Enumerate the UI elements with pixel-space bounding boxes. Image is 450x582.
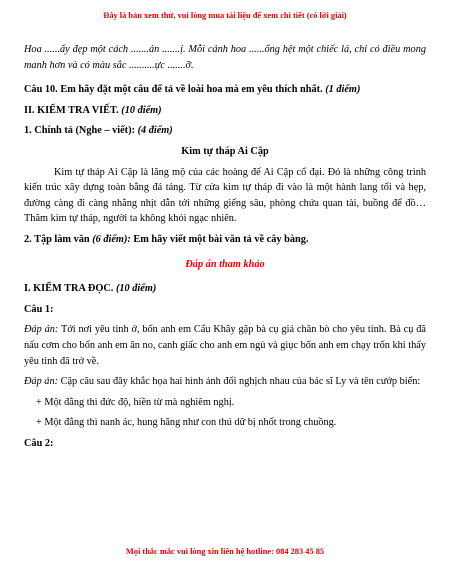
document-body xyxy=(24,42,426,451)
passage-text: Kim tự tháp Ai Cập là lăng mộ của các hoàng đế Ai Cập cổ đại. Đó là những công trình kiến trúc xây dựng toàn bằng đá tảng. Từ cửa kim tự tháp đi vào là một hành lang tối và hẹp, đường càng đi càng nhằng nhịt dẫn tới những giếng sâu, phòng chứa quan tài, buồng để đồ… Thăm kim tự tháp, người ta không khỏi ngạc nhiên. xyxy=(24,166,426,225)
composition-task: Em hãy viết một bài văn tả về cây bàng. xyxy=(133,233,309,245)
section-reading-points: (10 điểm) xyxy=(115,283,157,295)
composition-heading xyxy=(24,232,426,248)
answer-1-text: Tới nơi yêu tinh ở, bốn anh em Cẩu Khây gặp bà cụ giả chăn bò cho yêu tinh. Bà cụ đã nấu cơm cho bốn anh em ăn no, canh giấc cho anh em ngủ và giục bốn anh em chạy trốn khi thấy yêu tinh đã trở về. xyxy=(24,324,426,367)
answer-1-paragraph xyxy=(24,322,426,369)
answer-1-label: Đáp án: xyxy=(24,324,59,336)
section-reading-heading xyxy=(24,281,426,297)
composition-title: 2. Tập làm văn xyxy=(24,233,90,245)
section-writing-title: II. KIỂM TRA VIẾT. xyxy=(24,104,119,116)
answer-key-heading: Đáp án tham khảo xyxy=(185,258,265,270)
question-10-points: (1 điểm) xyxy=(325,84,361,96)
answer-bullet-1: + Một đằng thì đức độ, hiền từ mà nghiêm nghị. xyxy=(36,396,235,408)
section-writing-heading xyxy=(24,103,426,119)
answer-bullet-2: + Một đằng thì nanh ác, hung hăng như con thú dữ bị nhốt trong chuồng. xyxy=(36,417,337,429)
preview-banner: Đây là bản xem thử, vui lòng mua tài liệu để xem chi tiết (có lời giải) xyxy=(103,11,347,20)
answer-question-1: Câu 1: xyxy=(24,303,54,315)
dictation-heading xyxy=(24,123,426,139)
hotline-footer: Mọi thắc mắc vui lòng xin liên hệ hotline: 084 283 45 85 xyxy=(125,547,325,556)
section-reading-title: I. KIỂM TRA ĐỌC. xyxy=(24,283,114,295)
flower-fill-in-text: Hoa ......ấy đẹp một cách .......ản .......ị. Mỗi cánh hoa ......ống hệt một chiếc lá, chỉ có điều mong manh hơn và có màu sắc ..........ực .......ỡ. xyxy=(24,44,426,71)
composition-points: (6 điểm): xyxy=(92,233,131,245)
dictation-title: 1. Chính tả (Nghe – viết): xyxy=(24,125,135,137)
dictation-points: (4 điểm) xyxy=(137,125,173,137)
answer-question-2: Câu 2: xyxy=(24,437,54,449)
question-10 xyxy=(24,82,426,98)
answer-1b-text: Cặp câu sau đây khắc họa hai hình ảnh đối nghịch nhau của bác sĩ Ly và tên cướp biển: xyxy=(58,376,421,388)
answer-1b-paragraph xyxy=(24,374,426,390)
question-10-text: Câu 10. Em hãy đặt một câu để tả về loài hoa mà em yêu thích nhất. xyxy=(24,84,323,96)
passage-title: Kim tự tháp Ai Cập xyxy=(181,145,269,157)
section-writing-points: (10 điểm) xyxy=(121,104,162,116)
answer-1b-label: Đáp án: xyxy=(24,376,59,388)
